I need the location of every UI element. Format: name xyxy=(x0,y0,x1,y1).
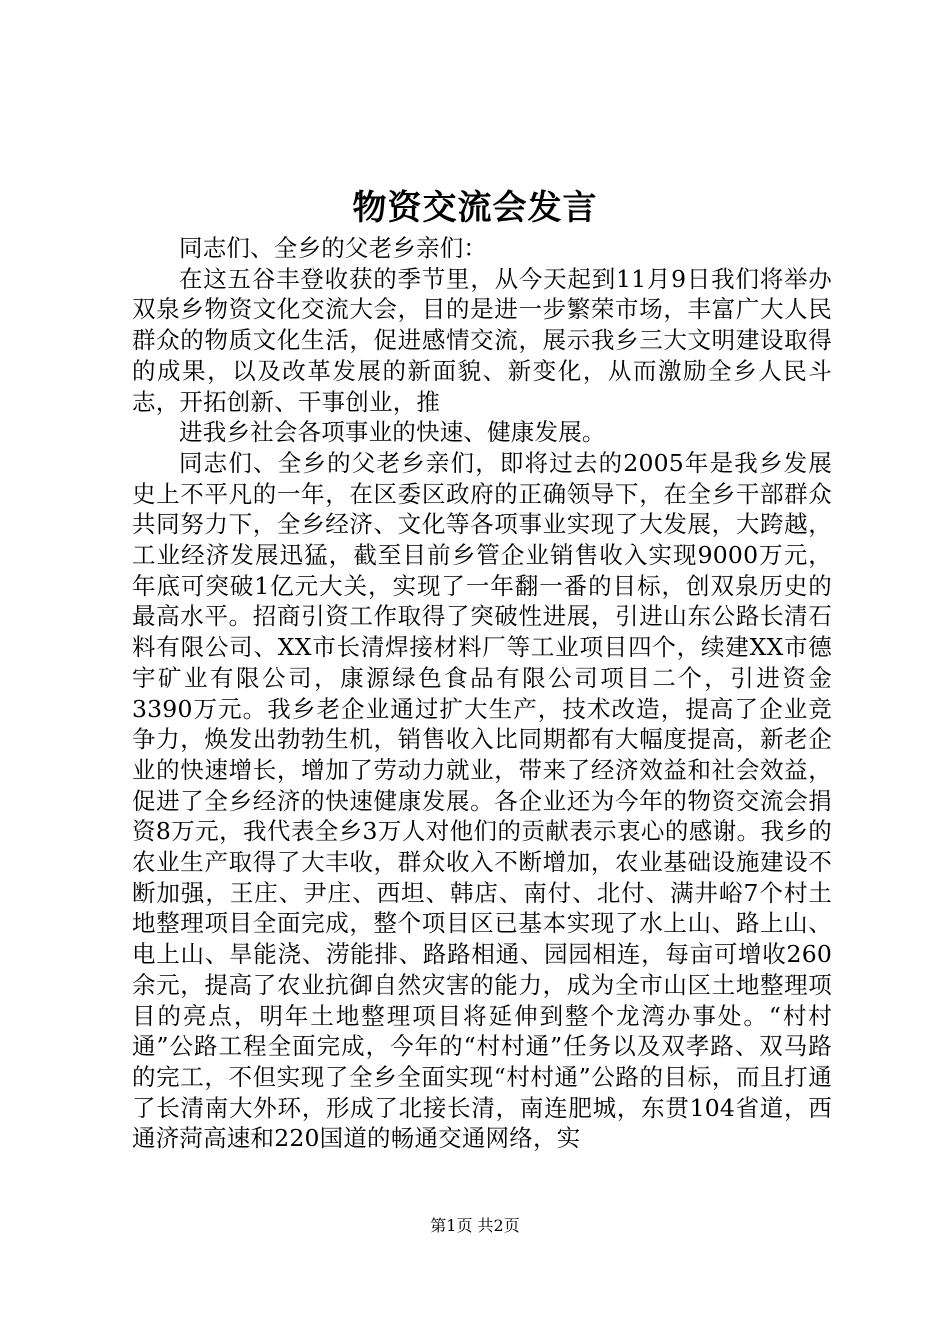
document-title: 物资交流会发言 xyxy=(352,188,598,228)
paragraph-opening-continued: 进我乡社会各项事业的快速、健康发展。 xyxy=(179,418,606,447)
paragraph-opening: 在这五谷丰登收获的季节里，从今天起到11月9日我们将举办双泉乡物资文化交流大会，目的是进一步繁荣市场，丰富广大人民群众的物质文化生活，促进感情交流，展示我乡三大文明建设取得的成果，以及改革发展的新面貌、新变化，从而激励全乡人民斗志，开拓创新、干事创业，推 xyxy=(132,264,832,416)
paragraph-salutation: 同志们、全乡的父老乡亲们： xyxy=(179,234,488,262)
page-number-footer: 第1页 共2页 xyxy=(430,1216,520,1235)
paragraph-achievements: 同志们、全乡的父老乡亲们，即将过去的2005年是我乡发展史上不平凡的一年，在区委区政府的正确领导下，在全乡干部群众共同努力下，全乡经济、文化等各项事业实现了大发展，大跨越，工业经济发展迅猛，截至目前乡管企业销售收入实现9000万元，年底可突破1亿元大关，实现了一年翻一番的目标，创双泉历史的最高水平。招商引资工作取得了突破性进展，引进山东公路长清石料有限公司、XX市长清焊接材料厂等工业项目四个，续建XX市德宇矿业有限公司，康源绿色食品有限公司项目二个，引进资金3390万元。我乡老企业通过扩大生产，技术改造，提高了企业竞争力，焕发出勃勃生机，销售收入比同期都有大幅度提高，新老企业的快速增长，增加了劳动力就业，带来了经济效益和社会效益，促进了全乡经济的快速健康发展。各企业还为今年的物资交流会捐资8万元，我代表全乡3万人对他们的贡献表示衷心的感谢。我乡的农业生产取得了大丰收，群众收入不断增加，农业基础设施建设不断加强，王庄、尹庄、西坦、韩店、南付、北付、满井峪7个村土地整理项目全面完成，整个项目区已基本实现了水上山、路上山、电上山、旱能浇、涝能排、路路相通、园园相连，每亩可增收260余元，提高了农业抗御自然灾害的能力，成为全市山区土地整理项目的亮点，明年土地整理项目将延伸到整个龙湾办事处。“村村通”公路工程全面完成，今年的“村村通”任务以及双孝路、双马路的完工，不但实现了全乡全面实现“村村通”公路的目标，而且打通了长清南大外环，形成了北接长清，南连肥城，东贯104省道，西通济菏高速和220国道的畅通交通网络，实 xyxy=(132,448,832,1153)
document-body xyxy=(132,233,832,1154)
